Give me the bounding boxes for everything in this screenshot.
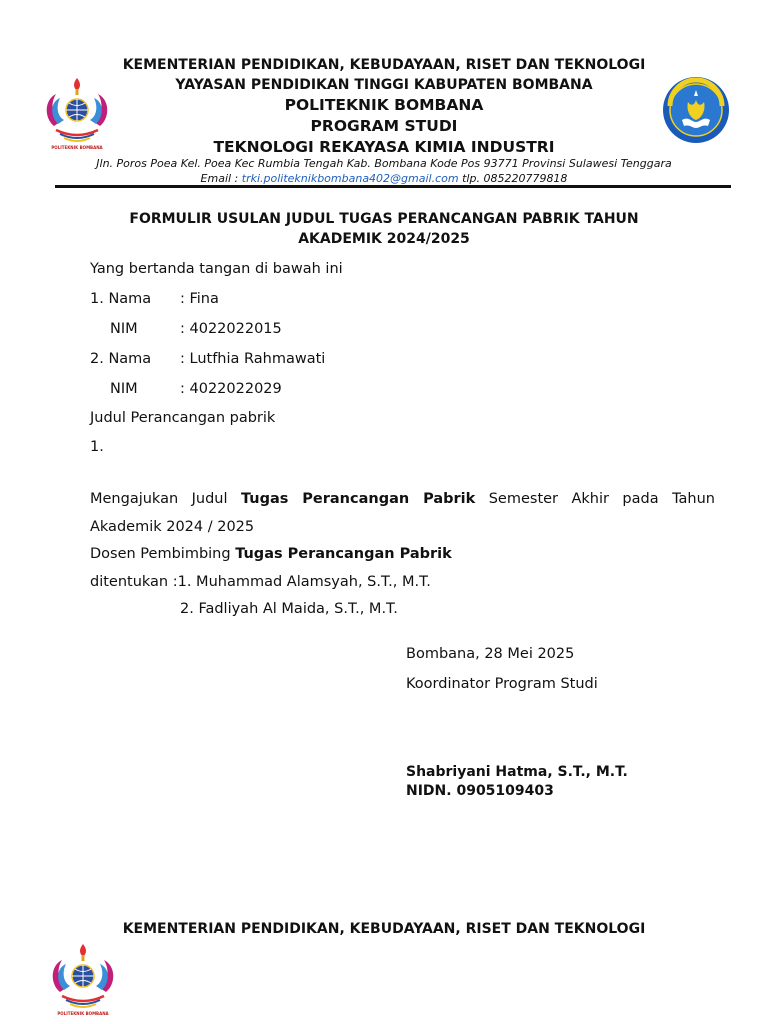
submission-year: Akademik 2024 / 2025 — [90, 519, 255, 535]
supervisor-1: ditentukan :1. Muhammad Alamsyah, S.T., M.T. — [90, 574, 431, 590]
student2-name-label: 2. Nama — [90, 351, 152, 367]
next-page-header-ministry: KEMENTERIAN PENDIDIKAN, KEBUDAYAAN, RISET DAN TEKNOLOGI — [122, 921, 646, 937]
next-page-logo-caption: POLITEKNIK BOMBANA — [57, 1011, 109, 1016]
student2-name: : Lutfhia Rahmawati — [180, 351, 326, 367]
submission-text-b: Semester Akhir pada Tahun — [475, 491, 715, 507]
submission-bold: Tugas Perancangan Pabrik — [240, 491, 476, 507]
place-date: Bombana, 28 Mei 2025 — [406, 646, 575, 662]
email-label: Email : — [200, 172, 242, 185]
student2-nim-label: NIM — [110, 381, 138, 397]
submission-paragraph — [90, 489, 715, 509]
header-contact — [0, 172, 768, 186]
header-program: PROGRAM STUDI — [310, 117, 458, 135]
supervisor-bold: Tugas Perancangan Pabrik — [235, 546, 452, 562]
signatory-role: Koordinator Program Studi — [406, 676, 598, 692]
student1-name: : Fina — [180, 291, 219, 307]
header-address: Jln. Poros Poea Kel. Poea Kec Rumbia Tengah Kab. Bombana Kode Pos 93771 Provinsi Sulawesi Tenggara — [96, 157, 672, 170]
submission-text-a: Mengajukan Judul — [90, 491, 241, 507]
supervisor-paragraph — [90, 544, 452, 564]
header-foundation: YAYASAN PENDIDIKAN TINGGI KABUPATEN BOMBANA — [175, 77, 593, 93]
politeknik-logo-next-page — [48, 940, 118, 1018]
judul-item-1: 1. — [90, 439, 104, 455]
student1-nim: : 4022022015 — [180, 321, 282, 337]
form-title-line1: FORMULIR USULAN JUDUL TUGAS PERANCANGAN PABRIK TAHUN — [129, 211, 639, 227]
phone-number: tlp. 085220779818 — [458, 172, 568, 185]
supervisor-text: Dosen Pembimbing — [90, 546, 236, 562]
supervisor-2: 2. Fadliyah Al Maida, S.T., M.T. — [180, 601, 398, 617]
judul-label: Judul Perancangan pabrik — [90, 410, 276, 426]
header-institution: POLITEKNIK BOMBANA — [284, 96, 484, 114]
header-study-program: TEKNOLOGI REKAYASA KIMIA INDUSTRI — [213, 138, 555, 156]
intro-text: Yang bertanda tangan di bawah ini — [90, 261, 343, 277]
student1-nim-label: NIM — [110, 321, 138, 337]
left-logo-caption: POLITEKNIK BOMBANA — [51, 145, 103, 150]
header-ministry: KEMENTERIAN PENDIDIKAN, KEBUDAYAAN, RISET DAN TEKNOLOGI — [122, 57, 646, 73]
signatory-name: Shabriyani Hatma, S.T., M.T. — [406, 764, 628, 780]
email-link[interactable]: trki.politeknikbombana402@gmail.com — [241, 172, 459, 185]
student1-name-label: 1. Nama — [90, 291, 152, 307]
form-title-line2: AKADEMIK 2024/2025 — [298, 231, 470, 247]
student2-nim: : 4022022029 — [180, 381, 282, 397]
header-divider — [55, 185, 731, 188]
signatory-nidn: NIDN. 0905109403 — [406, 783, 554, 799]
